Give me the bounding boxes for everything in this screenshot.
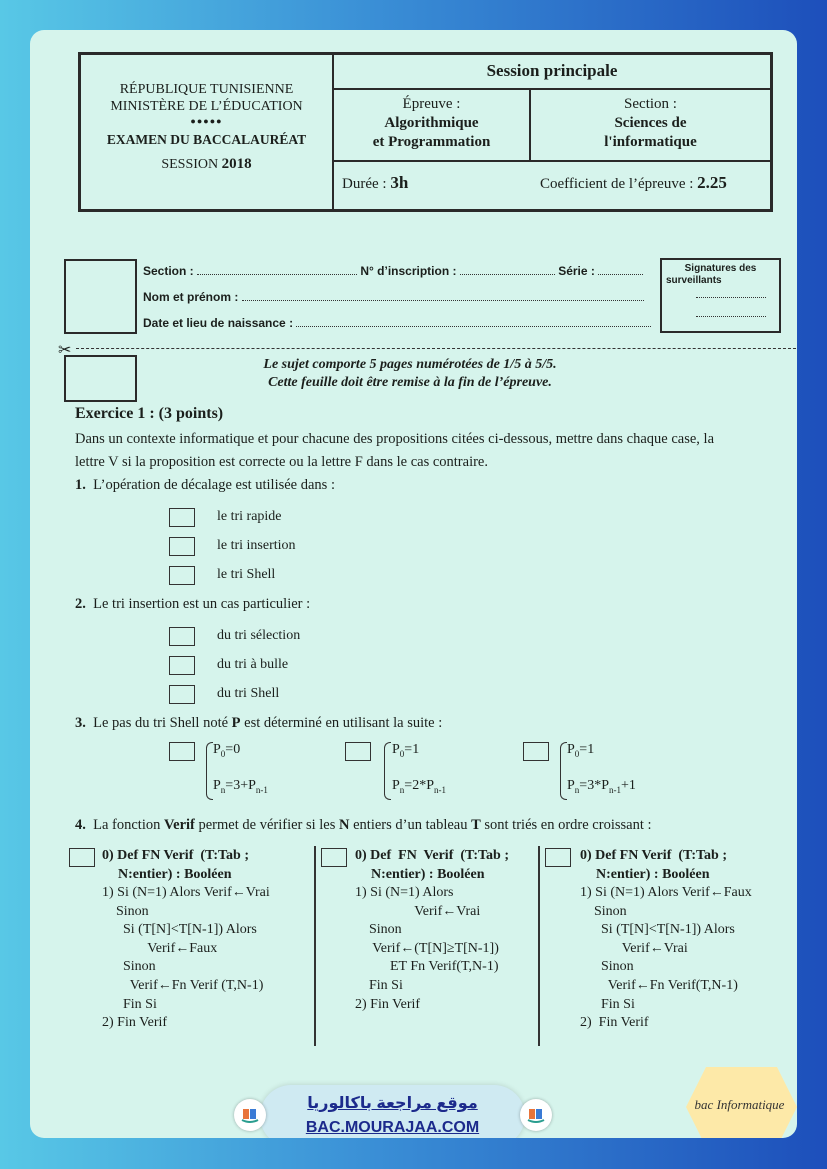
q2-answer-box-2[interactable]: [169, 656, 195, 675]
section-line2: l'informatique: [604, 134, 697, 150]
name-field-label: Nom et prénom :: [143, 290, 239, 304]
q1-option-2: le tri insertion: [217, 538, 296, 553]
duration-label: Durée :: [342, 176, 387, 192]
name-field[interactable]: [242, 300, 644, 301]
form-row1: [143, 264, 643, 278]
exercise-title: Exercice 1 : (3 points): [75, 405, 224, 422]
q2-option-1: du tri sélection: [217, 628, 301, 643]
duration: [342, 173, 408, 193]
q3-brace-2: [384, 742, 391, 800]
q4-col1-body: 1) Si (N=1) Alors Verif←Vrai Sinon Si (T[N]<T[N-1]) Alors Verif←Faux Sinon Verif←Fn Verif (T,N-1) Fin Si 2) Fin Verif: [102, 885, 270, 1031]
q2-answer-box-3[interactable]: [169, 685, 195, 704]
q4-col1-header: 0) Def FN Verif (T:Tab ; N:entier) : Booléen: [102, 848, 249, 882]
session-year: 2018: [221, 156, 252, 172]
section-label: Section :: [624, 96, 677, 112]
q3-seq1-p0: $P_0=0$: [213, 742, 241, 759]
question-1: [75, 477, 335, 494]
intro-line1: Dans un contexte informatique et pour chacune des propositions citées ci-dessous, mettre dans chaque case, la: [75, 431, 714, 447]
q4-answer-box-1[interactable]: [69, 848, 95, 867]
republic-text: RÉPUBLIQUE TUNISIENNE: [119, 82, 294, 97]
question-3: [75, 715, 442, 732]
question-2: [75, 596, 310, 613]
q1-answer-box-2[interactable]: [169, 537, 195, 556]
q2-num: 2.: [75, 596, 86, 612]
footer-site-link[interactable]: BAC.MOURAJAA.COM: [305, 1119, 480, 1136]
session-line: [81, 156, 332, 173]
q4-separator-2: [538, 846, 540, 1046]
q4-col2-header: 0) Def FN Verif (T:Tab ; N:entier) : Booléen: [355, 848, 509, 882]
q2-option-3: du tri Shell: [217, 686, 280, 701]
section-line1: Sciences de: [614, 115, 687, 131]
epreuve-line2: et Programmation: [372, 134, 491, 150]
coefficient: [540, 173, 727, 193]
notice-line1: Le sujet comporte 5 pages numérotées de 1/5 à 5/5.: [263, 357, 557, 372]
q3-text-b: est déterminé en utilisant la suite :: [240, 715, 443, 731]
q3-answer-box-2[interactable]: [345, 742, 371, 761]
signatures-line2: surveillants: [666, 275, 722, 286]
q3-text-p: P: [231, 715, 241, 731]
session-type: Session principale: [486, 61, 618, 80]
intro-line2: lettre V si la proposition est correcte ou la lettre F dans le cas contraire.: [75, 454, 488, 470]
q3-brace-1: [206, 742, 213, 800]
exam-title: EXAMEN DU BACCALAURÉAT: [106, 132, 307, 147]
q3-seq3-pn: $P_n=3*P_{n-1}+1$: [567, 778, 636, 795]
serie-field[interactable]: [598, 274, 643, 275]
grade-box: [64, 355, 137, 402]
q1-option-1: le tri rapide: [217, 509, 282, 524]
q4-separator-1: [314, 846, 316, 1046]
q3-brace-3: [560, 742, 567, 800]
stamp-box: [64, 259, 137, 334]
q3-num: 3.: [75, 715, 86, 731]
q3-seq1-pn: $P_n=3+P_{n-1}$: [213, 778, 268, 795]
coef-value: 2.25: [697, 173, 727, 192]
footer-arabic: موقع مراجعة باكالوريا: [307, 1095, 478, 1112]
q3-seq2-pn: $P_n=2*P_{n-1}$: [392, 778, 446, 795]
q4-col3-body: 1) Si (N=1) Alors Verif←Faux Sinon Si (T[N]<T[N-1]) Alors Verif←Vrai Sinon Verif←Fn Verif(T,N-1) Fin Si 2) Fin Verif: [580, 885, 752, 1031]
q4-col3-header: 0) Def FN Verif (T:Tab ; N:entier) : Booléen: [580, 848, 727, 882]
birth-field[interactable]: [296, 326, 651, 327]
badge-text: bac Informatique: [694, 1097, 785, 1112]
q1-answer-box-1[interactable]: [169, 508, 195, 527]
scissors-icon: ✂: [58, 342, 72, 359]
q4-num: 4.: [75, 817, 86, 833]
q4-answer-box-2[interactable]: [321, 848, 347, 867]
q3-answer-box-1[interactable]: [169, 742, 195, 761]
q2-option-2: du tri à bulle: [217, 657, 289, 672]
q4-answer-box-3[interactable]: [545, 848, 571, 867]
coef-label: Coefficient de l’épreuve :: [540, 176, 694, 192]
form-row3: [143, 316, 651, 330]
ministry-text: MINISTÈRE DE L’ÉDUCATION: [110, 99, 303, 114]
signature-box: [660, 258, 781, 333]
epreuve-line1: Algorithmique: [384, 115, 479, 131]
epreuve-label: Épreuve :: [402, 96, 461, 112]
footer-banner[interactable]: [230, 1085, 555, 1138]
q3-seq3-p0: $P_0=1$: [567, 742, 595, 759]
q2-answer-box-1[interactable]: [169, 627, 195, 646]
q3-text-a: Le pas du tri Shell noté: [93, 715, 232, 731]
q1-option-3: le tri Shell: [217, 567, 276, 582]
exam-sheet: [30, 30, 797, 1138]
q1-answer-box-3[interactable]: [169, 566, 195, 585]
birth-field-label: Date et lieu de naissance :: [143, 316, 294, 330]
bac-informatique-badge: [682, 1065, 797, 1138]
inscription-field-label: N° d’inscription :: [360, 264, 457, 278]
question-4: 4. La fonction Verif permet de vérifier si les N entiers d’un tableau T sont triés en ordre croissant :: [75, 817, 652, 833]
serie-field-label: Série :: [558, 264, 595, 278]
q3-seq2-p0: $P_0=1$: [392, 742, 420, 759]
section-field[interactable]: [197, 274, 357, 275]
signatures-line1: Signatures des: [684, 263, 757, 274]
header-table: [78, 52, 773, 212]
session-label: SESSION: [161, 157, 219, 172]
q3-answer-box-3[interactable]: [523, 742, 549, 761]
header-dots: ●●●●●: [190, 116, 223, 126]
q1-num: 1.: [75, 477, 86, 493]
q2-text: Le tri insertion est un cas particulier :: [93, 596, 311, 612]
section-field-label: Section :: [143, 264, 194, 278]
q1-text: L’opération de décalage est utilisée dans :: [93, 477, 335, 493]
inscription-field[interactable]: [460, 274, 555, 275]
q4-col2-body: 1) Si (N=1) Alors Verif←Vrai Sinon Verif←(T[N]≥T[N-1]) ET Fn Verif(T,N-1) Fin Si 2) Fin Verif: [355, 885, 499, 1012]
notice-line2: Cette feuille doit être remise à la fin de l’épreuve.: [268, 375, 552, 390]
cut-line: [76, 348, 796, 349]
duration-value: 3h: [390, 173, 409, 192]
form-row2: [143, 290, 644, 304]
